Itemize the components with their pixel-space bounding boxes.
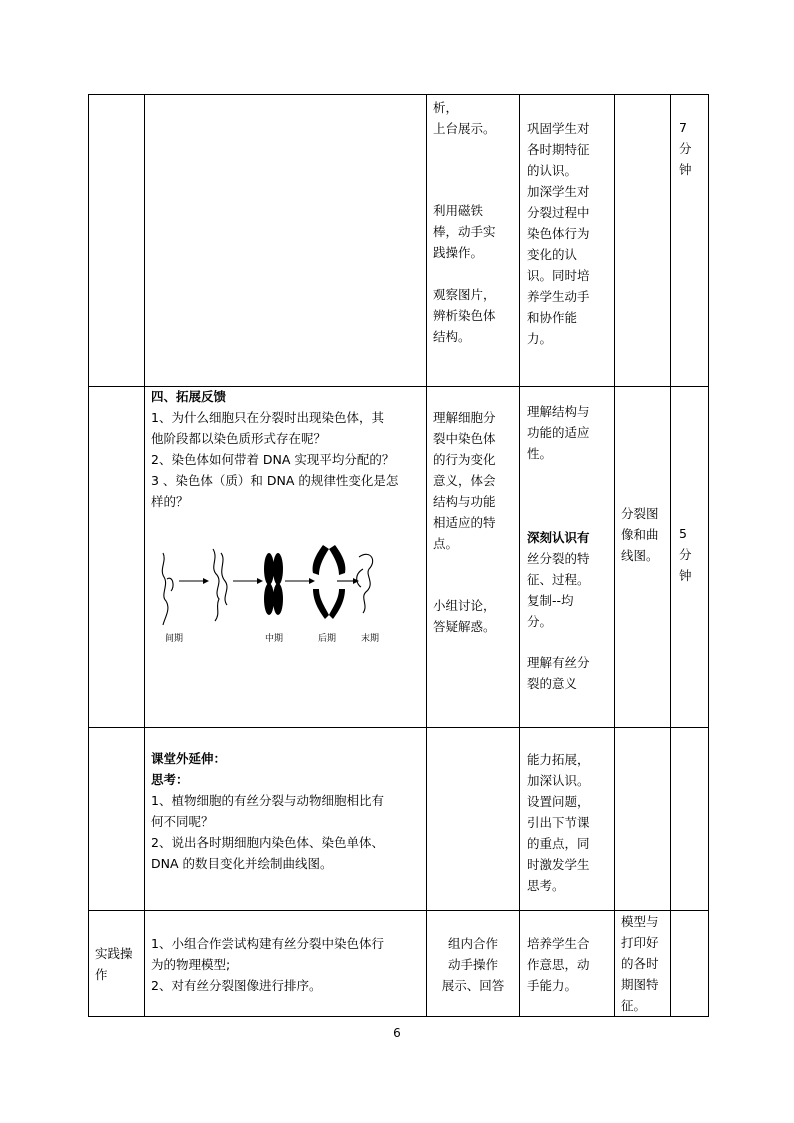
section-heading: 课堂外延伸：	[151, 751, 227, 766]
text-line: 观察图片，	[433, 287, 496, 302]
text-line: 像和曲	[621, 527, 659, 542]
text-line: 分裂图	[621, 506, 659, 521]
text-line: 思考。	[527, 878, 565, 893]
text-line: 征。	[621, 998, 647, 1013]
intent-cell	[520, 728, 615, 911]
text-line: 期图特	[621, 977, 659, 992]
text-line: 模型与	[621, 914, 659, 929]
text-line: 各时期特征	[527, 142, 590, 157]
text-line: 展示、回答	[441, 978, 505, 993]
text-line: 功能的适应	[527, 425, 590, 440]
page-number: 6	[393, 1026, 401, 1040]
step-cell	[89, 95, 145, 387]
step-cell	[89, 387, 145, 728]
text-line: 利用磁铁	[433, 203, 484, 218]
student-activity-text	[433, 407, 496, 554]
time-cell	[671, 387, 709, 728]
arrowhead-icon	[309, 578, 315, 584]
media-cell	[615, 95, 671, 387]
student-activity-text	[433, 595, 496, 637]
text-line: 手能力。	[527, 978, 578, 993]
metaphase-chromosome-icon	[264, 583, 274, 615]
text-line: 为的物理模型;	[151, 957, 231, 972]
intent-cell	[520, 95, 615, 387]
activity-cell	[427, 728, 520, 911]
time-text	[679, 523, 692, 586]
text-line: 动手操作	[447, 957, 498, 972]
table-row	[89, 911, 709, 1017]
step-cell	[89, 911, 145, 1017]
metaphase-chromosome-icon	[273, 583, 283, 615]
anaphase-chromosome-icon	[313, 589, 329, 619]
text-line: 小组讨论，	[433, 598, 496, 613]
content-cell	[145, 911, 427, 1017]
text-line: 意义，体会	[433, 473, 496, 488]
content-cell	[145, 95, 427, 387]
section-heading: 四、拓展反馈	[151, 389, 227, 404]
extension-questions	[151, 748, 384, 874]
student-activity-text	[427, 933, 519, 996]
text-line: 深刻认识有	[527, 530, 590, 545]
text-line: 丝分裂的特	[527, 551, 590, 566]
text-line: 作意思，动	[527, 957, 590, 972]
stage-label: 间期	[164, 634, 184, 644]
text-line: 分	[679, 141, 692, 156]
text-line: 7	[679, 120, 687, 135]
text-line: 2、染色体如何带着 DNA 实现平均分配的？	[151, 452, 395, 467]
text-line: 力。	[527, 331, 553, 346]
activity-cell	[427, 387, 520, 728]
media-text	[621, 911, 659, 1016]
text-line: 时激发学生	[527, 857, 590, 872]
design-intent-text	[527, 118, 590, 349]
interphase-chromosome-icon	[167, 578, 173, 591]
text-line: 能力拓展，	[527, 752, 590, 767]
text-line: 分	[679, 547, 692, 562]
metaphase-chromosome-icon	[264, 553, 274, 585]
interphase-chromosome-icon	[162, 553, 168, 625]
student-activity-text	[433, 97, 496, 139]
text-line: DNA 的数目变化并绘制曲线图。	[151, 856, 333, 871]
arrowhead-icon	[203, 578, 209, 584]
text-line: 裂的意义	[527, 676, 578, 691]
text-line: 答疑解惑。	[433, 619, 496, 634]
media-cell	[615, 728, 671, 911]
activity-cell	[427, 911, 520, 1017]
student-activity-text	[433, 200, 496, 263]
activity-cell	[427, 95, 520, 387]
content-cell	[145, 728, 427, 911]
text-line: 的各时	[621, 956, 659, 971]
text-line: 线图。	[621, 548, 659, 563]
text-line: 征、过程。	[527, 572, 590, 587]
text-line: 钟	[679, 568, 692, 583]
text-line: 培养学生合	[527, 936, 590, 951]
time-cell	[671, 95, 709, 387]
arrowhead-icon	[257, 578, 263, 584]
design-intent-text	[527, 401, 590, 464]
text-line: 的认识。	[527, 163, 578, 178]
table-row	[89, 728, 709, 911]
lesson-plan-table	[88, 94, 709, 1017]
telophase-chromosome-icon	[357, 569, 363, 587]
media-text	[621, 503, 659, 566]
text-line: 引出下节课	[527, 815, 590, 830]
text-line: 1、小组合作尝试构建有丝分裂中染色体行	[151, 936, 384, 951]
text-line: 结构与功能	[433, 494, 496, 509]
text-line: 钟	[679, 162, 692, 177]
time-cell	[671, 728, 709, 911]
text-line: 作	[95, 967, 108, 982]
text-line: 何不同呢？	[151, 814, 214, 829]
anaphase-chromosome-icon	[313, 545, 329, 575]
step-cell	[89, 728, 145, 911]
time-cell	[671, 911, 709, 1017]
text-line: 上台展示。	[433, 121, 496, 136]
text-line: 裂中染色体	[433, 431, 496, 446]
text-line: 1、植物细胞的有丝分裂与动物细胞相比有	[151, 793, 384, 808]
text-line: 识。同时培	[527, 268, 590, 283]
stage-label: 末期	[360, 634, 380, 644]
stage-label: 中期	[264, 634, 284, 644]
text-line: 实践操	[95, 946, 133, 961]
text-line: 巩固学生对	[527, 121, 590, 136]
text-line: 和协作能	[527, 310, 578, 325]
prophase-chromosome-icon	[213, 549, 219, 621]
media-cell	[615, 387, 671, 728]
section-subheading: 思考：	[151, 772, 189, 787]
text-line: 设置问题，	[527, 794, 590, 809]
text-line: 辨析染色体	[433, 308, 496, 323]
text-line: 棒，动手实	[433, 224, 496, 239]
design-intent-text	[527, 652, 590, 694]
text-line: 结构。	[433, 329, 471, 344]
media-cell	[615, 911, 671, 1017]
text-line: 理解有丝分	[527, 655, 590, 670]
prophase-chromosome-icon	[221, 553, 227, 605]
text-line: 的行为变化	[433, 452, 496, 467]
intent-cell	[520, 911, 615, 1017]
design-intent-text	[527, 527, 590, 632]
text-line: 加深认识。	[527, 773, 590, 788]
table-row	[89, 387, 709, 728]
text-line: 加深学生对	[527, 184, 590, 199]
text-line: 组内合作	[447, 936, 498, 951]
text-line: 3 、染色体（质）和 DNA 的规律性变化是怎	[151, 473, 399, 488]
text-line: 养学生动手	[527, 289, 590, 304]
text-line: 他阶段都以染色质形式存在呢？	[151, 431, 327, 446]
metaphase-chromosome-icon	[273, 553, 283, 585]
text-line: 践操作。	[433, 245, 484, 260]
design-intent-text	[527, 933, 590, 996]
text-line: 析，	[433, 100, 459, 115]
text-line: 5	[679, 526, 687, 541]
telophase-chromosome-icon	[359, 554, 373, 613]
intent-cell	[520, 387, 615, 728]
text-line: 样的？	[151, 494, 189, 509]
text-line: 点。	[433, 536, 459, 551]
step-text	[95, 943, 133, 985]
stage-label: 后期	[317, 634, 337, 644]
content-cell	[145, 387, 427, 728]
text-line: 1、为什么细胞只在分裂时出现染色体，其	[151, 410, 384, 425]
table-row	[89, 95, 709, 387]
text-line: 分。	[527, 614, 553, 629]
text-line: 打印好	[621, 935, 659, 950]
anaphase-chromosome-icon	[329, 545, 345, 575]
time-text	[679, 117, 692, 180]
anaphase-chromosome-icon	[329, 589, 345, 619]
student-activity-text	[433, 284, 496, 347]
design-intent-text	[527, 749, 590, 896]
text-line: 的重点，同	[527, 836, 590, 851]
text-line: 理解细胞分	[433, 410, 496, 425]
text-line: 复制--均	[527, 593, 574, 608]
text-line: 性。	[527, 446, 553, 461]
text-line: 染色体行为	[527, 226, 590, 241]
text-line: 2、说出各时期细胞内染色体、染色单体、	[151, 835, 384, 850]
text-line: 相适应的特	[433, 515, 496, 530]
practice-content	[151, 933, 384, 996]
mitosis-stages-figure	[157, 539, 389, 647]
text-line: 变化的认	[527, 247, 578, 262]
expansion-questions	[151, 386, 398, 512]
text-line: 分裂过程中	[527, 205, 590, 220]
text-line: 理解结构与	[527, 404, 590, 419]
text-line: 2、对有丝分裂图像进行排序。	[151, 978, 322, 993]
